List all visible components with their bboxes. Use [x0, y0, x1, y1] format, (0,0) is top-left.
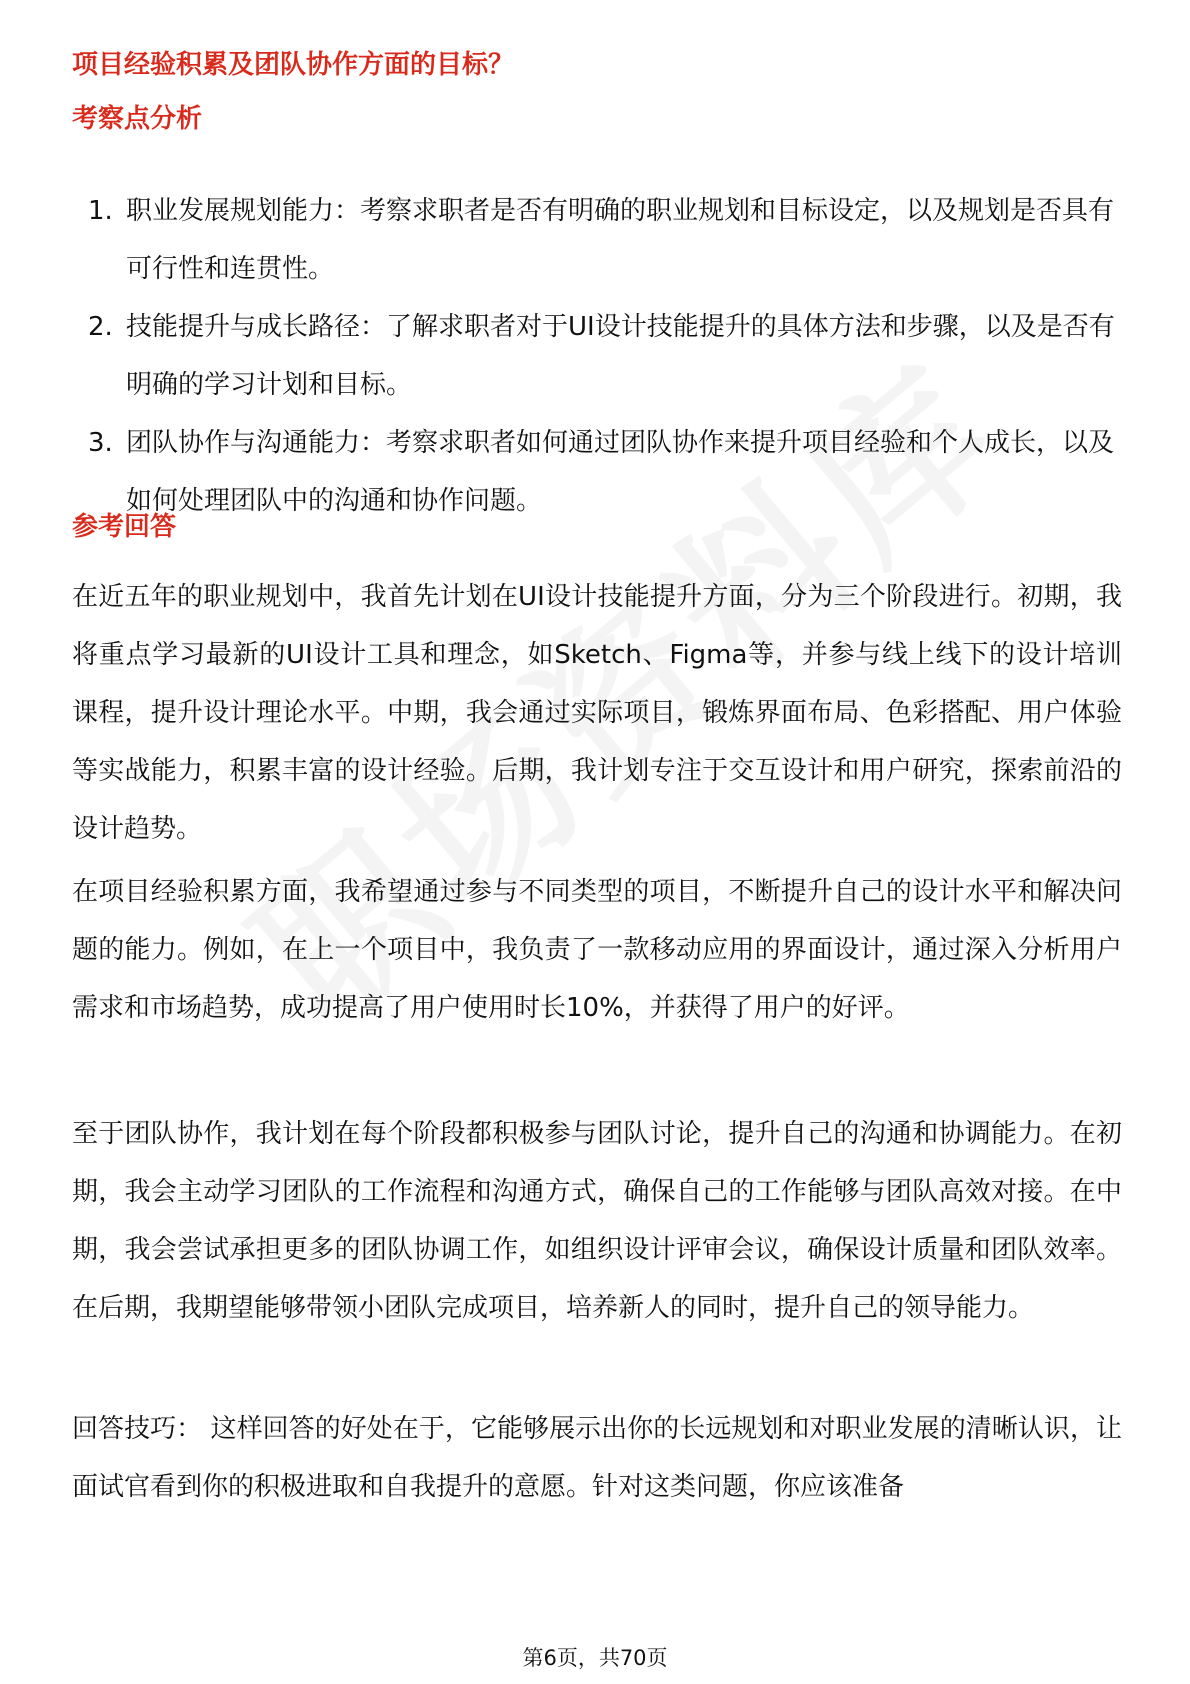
page-footer: 第6页，共70页 — [522, 1646, 668, 1670]
analysis-heading: 考察点分析 — [72, 104, 203, 134]
list-item-text: 技能提升与成长路径：了解求职者对于UI设计技能提升的具体方法和步骤，以及是否有明确的学习计划和目标。 — [126, 312, 1115, 400]
list-item-number: 2. — [88, 312, 113, 342]
answer-paragraph: 在近五年的职业规划中，我首先计划在UI设计技能提升方面，分为三个阶段进行。初期，我将重点学习最新的UI设计工具和理念，如Sketch、Figma等，并参与线上线下的设计培训课程，提升设计理论水平。中期，我会通过实际项目，锻炼界面布局、色彩搭配、用户体验等实战能力，积累丰富的设计经验。后期，我计划专注于交互设计和用户研究，探索前沿的设计趋势。 — [72, 582, 1122, 844]
list-item-number: 3. — [88, 428, 113, 458]
answer-heading: 参考回答 — [72, 512, 177, 542]
list-item-text: 团队协作与沟通能力：考察求职者如何通过团队协作来提升项目经验和个人成长，以及如何处理团队中的沟通和协作问题。 — [126, 428, 1115, 516]
list-item — [72, 298, 1122, 414]
answer-tip-paragraph: 回答技巧： 这样回答的好处在于，它能够展示出你的长远规划和对职业发展的清晰认识，让面试官看到你的积极进取和自我提升的意愿。针对这类问题，你应该准备 — [72, 1414, 1122, 1502]
analysis-list — [72, 182, 1122, 530]
answer-paragraph: 至于团队协作，我计划在每个阶段都积极参与团队讨论，提升自己的沟通和协调能力。在初期，我会主动学习团队的工作流程和沟通方式，确保自己的工作能够与团队高效对接。在中期，我会尝试承担更多的团队协调工作，如组织设计评审会议，确保设计质量和团队效率。在后期，我期望能够带领小团队完成项目，培养新人的同时，提升自己的领导能力。 — [72, 1119, 1122, 1323]
question-title: 项目经验积累及团队协作方面的目标？ — [72, 50, 515, 80]
list-item-number: 1. — [88, 196, 113, 226]
list-item — [72, 182, 1122, 298]
list-item — [72, 414, 1122, 530]
list-item-text: 职业发展规划能力：考察求职者是否有明确的职业规划和目标设定，以及规划是否具有可行性和连贯性。 — [126, 196, 1115, 284]
answer-paragraph: 在项目经验积累方面，我希望通过参与不同类型的项目，不断提升自己的设计水平和解决问题的能力。例如，在上一个项目中，我负责了一款移动应用的界面设计，通过深入分析用户需求和市场趋势，成功提高了用户使用时长10%，并获得了用户的好评。 — [72, 877, 1122, 1023]
